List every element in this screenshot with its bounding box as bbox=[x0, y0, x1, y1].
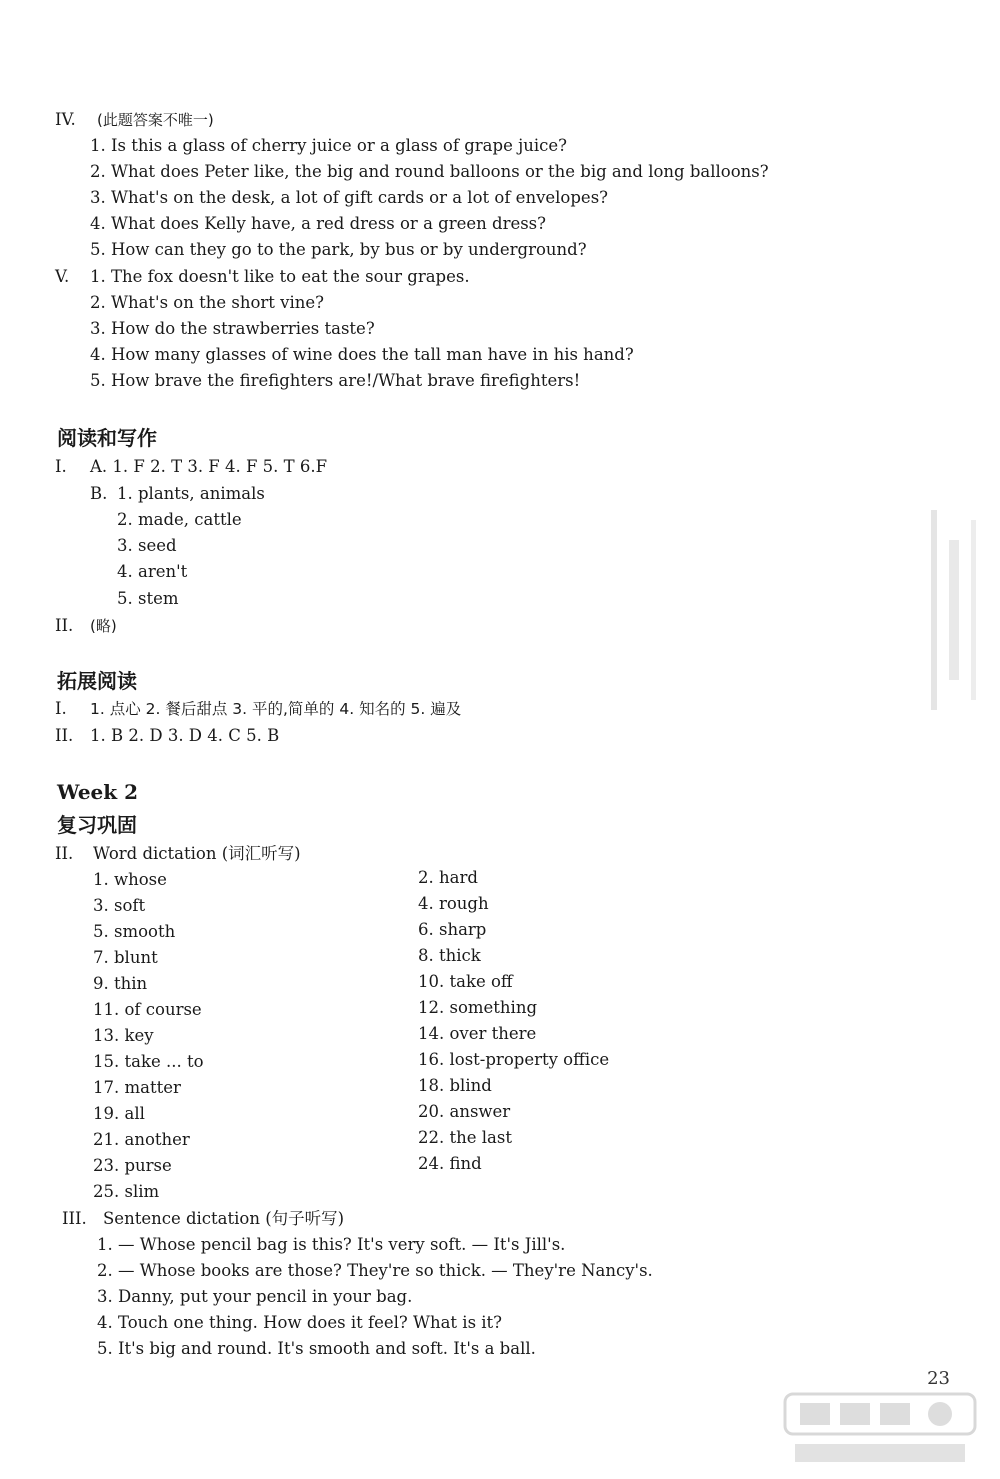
word-item: 1. whose bbox=[93, 870, 167, 889]
reading-b-item-2: 2. made, cattle bbox=[117, 510, 242, 529]
word-item: 18. blind bbox=[418, 1076, 492, 1095]
v-item-1: 1. The fox doesn't like to eat the sour grapes. bbox=[90, 267, 470, 286]
word-item: 21. another bbox=[93, 1130, 190, 1149]
word-item: 9. thin bbox=[93, 974, 148, 993]
reading-ii-label: II. bbox=[55, 616, 74, 635]
section-v-label: V. bbox=[55, 267, 70, 286]
extended-i-label: I. bbox=[55, 699, 67, 718]
sentence-item-3: 3. Danny, put your pencil in your bag. bbox=[97, 1287, 413, 1306]
sentence-item-5: 5. It's big and round. It's smooth and soft. It's a ball. bbox=[97, 1339, 536, 1358]
word-item: 23. purse bbox=[93, 1156, 172, 1175]
word-item: 10. take off bbox=[418, 972, 513, 991]
word-item: 5. smooth bbox=[93, 922, 176, 941]
v-item-5: 5. How brave the firefighters are!/What brave firefighters! bbox=[90, 371, 581, 390]
reading-b-item-3: 3. seed bbox=[117, 536, 177, 555]
word-item: 17. matter bbox=[93, 1078, 181, 1097]
word-item: 8. thick bbox=[418, 946, 481, 965]
week-heading: Week 2 bbox=[57, 780, 139, 804]
word-item: 6. sharp bbox=[418, 920, 487, 939]
iv-item-5: 5. How can they go to the park, by bus or by underground? bbox=[90, 240, 587, 259]
extended-ii-answers: 1. B 2. D 3. D 4. C 5. B bbox=[90, 726, 280, 745]
section-iv-label: IV. bbox=[55, 110, 76, 129]
word-item: 7. blunt bbox=[93, 948, 158, 967]
reading-b-item-1: 1. plants, animals bbox=[117, 484, 265, 503]
extended-reading-heading: 拓展阅读 bbox=[57, 669, 137, 693]
reading-b-item-4: 4. aren't bbox=[117, 562, 188, 581]
reading-writing-heading: 阅读和写作 bbox=[57, 426, 157, 450]
iv-item-3: 3. What's on the desk, a lot of gift cards or a lot of envelopes? bbox=[90, 188, 609, 207]
reading-i-label: I. bbox=[55, 457, 67, 476]
page-number: 23 bbox=[927, 1368, 950, 1389]
word-item: 11. of course bbox=[93, 1000, 202, 1019]
sentence-title: Sentence dictation (句子听写) bbox=[103, 1209, 345, 1228]
word-item: 3. soft bbox=[93, 896, 146, 915]
v-item-4: 4. How many glasses of wine does the tall man have in his hand? bbox=[90, 345, 634, 364]
v-item-3: 3. How do the strawberries taste? bbox=[90, 319, 375, 338]
word-item: 14. over there bbox=[418, 1024, 537, 1043]
extended-ii-label: II. bbox=[55, 726, 74, 745]
word-item: 19. all bbox=[93, 1104, 145, 1123]
sentence-item-4: 4. Touch one thing. How does it feel? What is it? bbox=[97, 1313, 503, 1332]
margin-mark-graphic bbox=[925, 500, 985, 720]
word-item: 24. find bbox=[418, 1154, 482, 1173]
iv-item-2: 2. What does Peter like, the big and round balloons or the big and long balloons? bbox=[90, 162, 769, 181]
word-item: 16. lost-property office bbox=[418, 1050, 610, 1069]
review-heading: 复习巩固 bbox=[57, 813, 137, 837]
reading-a-answers: A. 1. F 2. T 3. F 4. F 5. T 6.F bbox=[90, 457, 328, 476]
word-item: 20. answer bbox=[418, 1102, 511, 1121]
dictation-title: Word dictation (词汇听写) bbox=[93, 844, 301, 863]
iv-item-4: 4. What does Kelly have, a red dress or a green dress? bbox=[90, 214, 546, 233]
reading-b-item-5: 5. stem bbox=[117, 589, 179, 608]
dictation-label: II. bbox=[55, 844, 74, 863]
word-item: 2. hard bbox=[418, 868, 478, 887]
watermark-logo bbox=[780, 1389, 980, 1469]
word-item: 12. something bbox=[418, 998, 538, 1017]
word-item: 25. slim bbox=[93, 1182, 160, 1201]
word-item: 4. rough bbox=[418, 894, 489, 913]
extended-i-answers: 1. 点心 2. 餐后甜点 3. 平的,简单的 4. 知名的 5. 遍及 bbox=[90, 700, 462, 718]
iv-item-1: 1. Is this a glass of cherry juice or a glass of grape juice? bbox=[90, 136, 567, 155]
sentence-label: III. bbox=[62, 1209, 87, 1228]
word-item: 15. take ... to bbox=[93, 1052, 204, 1071]
section-iv-note: (此题答案不唯一) bbox=[97, 111, 214, 129]
word-item: 22. the last bbox=[418, 1128, 512, 1147]
v-item-2: 2. What's on the short vine? bbox=[90, 293, 324, 312]
reading-b-label: B. bbox=[90, 484, 108, 503]
reading-ii-text: (略) bbox=[90, 617, 117, 635]
sentence-item-2: 2. — Whose books are those? They're so thick. — They're Nancy's. bbox=[97, 1261, 653, 1280]
sentence-item-1: 1. — Whose pencil bag is this? It's very soft. — It's Jill's. bbox=[97, 1235, 566, 1254]
word-item: 13. key bbox=[93, 1026, 154, 1045]
